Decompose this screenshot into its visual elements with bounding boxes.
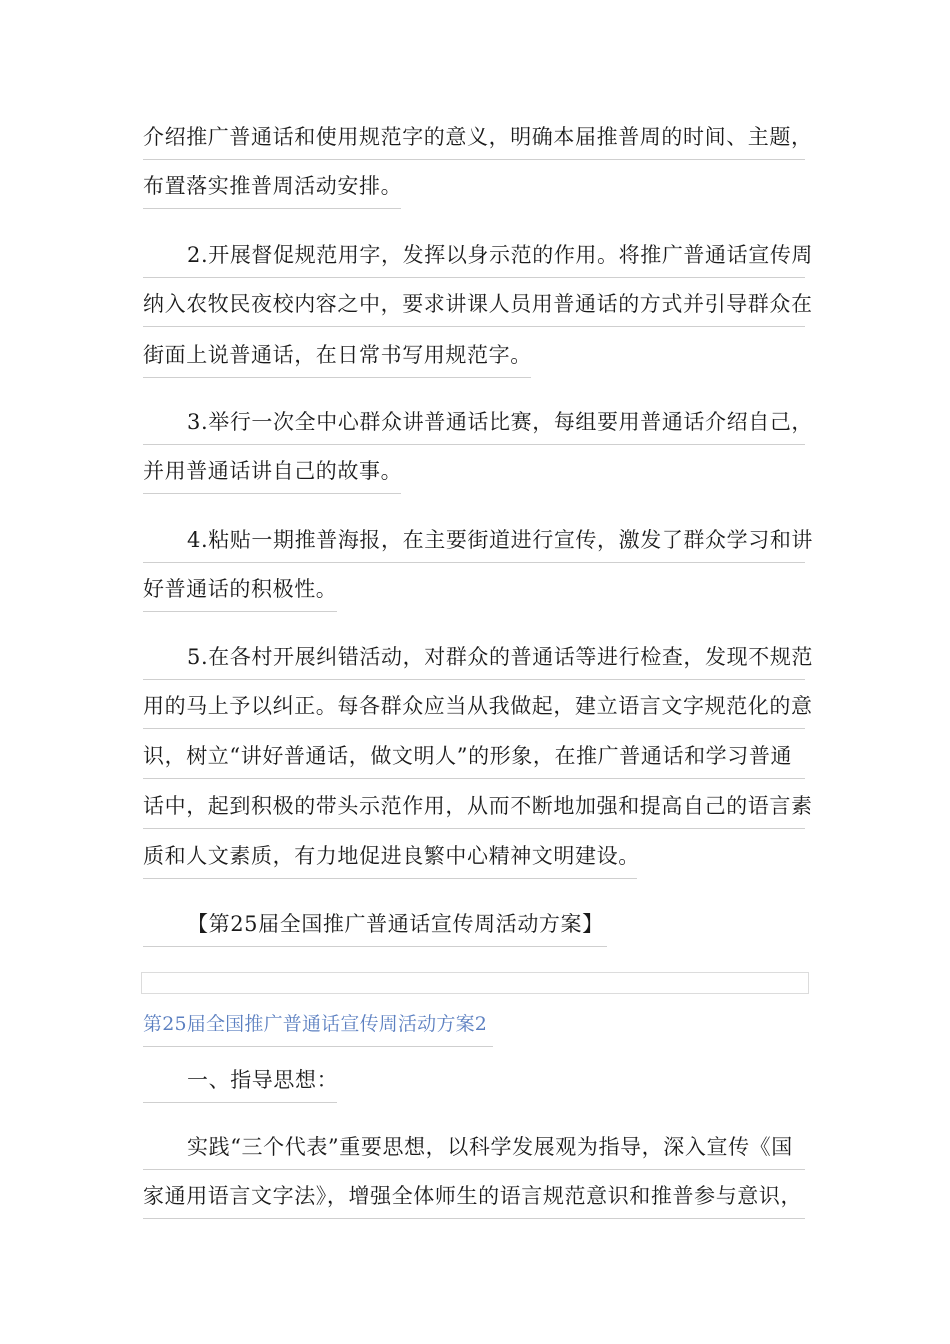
closing-title: 【第25届全国推广普通话宣传周活动方案】 [143,910,607,938]
paragraph-line: 3.举行一次全中心群众讲普通话比赛，每组要用普通话介绍自己， [143,408,805,436]
paragraph-line: 好普通话的积极性。 [143,577,338,601]
paragraph-line: 布置落实推普周活动安排。 [143,174,403,198]
section-heading: 一、指导思想： [143,1066,337,1094]
paragraph-line: 实践“三个代表”重要思想，以科学发展观为指导，深入宣传《国 [143,1133,805,1161]
empty-line-box [141,972,809,994]
paragraph-line: 话中，起到积极的带头示范作用，从而不断地加强和提高自己的语言素 [143,794,813,818]
paragraph-line: 家通用语言文字法》，增强全体师生的语言规范意识和推普参与意识， [143,1182,805,1210]
paragraph-line: 质和人文素质，有力地促进良繁中心精神文明建设。 [143,844,640,868]
paragraph-line: 并用普通话讲自己的故事。 [143,459,403,483]
paragraph-line: 识，树立“讲好普通话，做文明人”的形象，在推广普通话和学习普通 [143,742,805,770]
paragraph-line: 街面上说普通话，在日常书写用规范字。 [143,343,532,367]
paragraph-line: 2.开展督促规范用字，发挥以身示范的作用。将推广普通话宣传周 [143,241,805,269]
section-link-title[interactable]: 第25届全国推广普通话宣传周活动方案2 [143,1010,493,1038]
paragraph-line: 纳入农牧民夜校内容之中，要求讲课人员用普通话的方式并引导群众在 [143,292,813,316]
paragraph-line: 用的马上予以纠正。每各群众应当从我做起，建立语言文字规范化的意 [143,694,813,718]
paragraph-line: 介绍推广普通话和使用规范字的意义，明确本届推普周的时间、主题， [143,125,813,149]
paragraph-line: 4.粘贴一期推普海报，在主要街道进行宣传，激发了群众学习和讲 [143,526,805,554]
paragraph-line: 5.在各村开展纠错活动，对群众的普通话等进行检查，发现不规范 [143,643,805,671]
